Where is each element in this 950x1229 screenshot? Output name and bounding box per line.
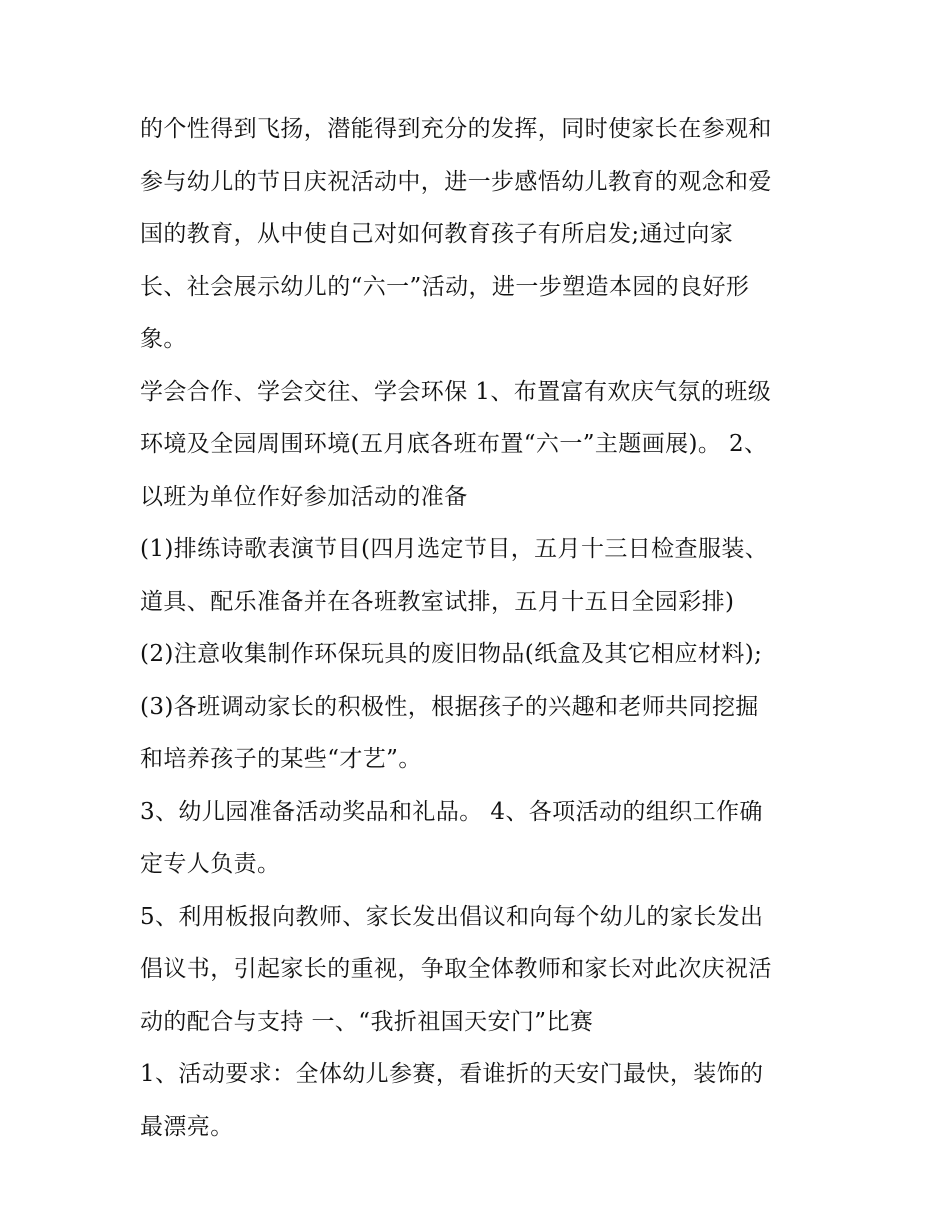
text-line: 国的教育，从中使自己对如何教育孩子有所启发;通过向家 — [140, 221, 734, 247]
text-line: 5、利用板报向教师、家长发出倡议和向每个幼儿的家长发出 — [140, 903, 764, 930]
text-line: (1)排练诗歌表演节目(四月选定节目，五月十三日检查服装、 — [140, 536, 769, 562]
document-body — [140, 103, 820, 1153]
text-line: 3、幼儿园准备活动奖品和礼品。 4、各项活动的组织工作确 — [140, 798, 763, 825]
text-line: 的个性得到飞扬，潜能得到充分的发挥，同时使家长在参观和 — [140, 116, 772, 142]
text-line: 1、活动要求：全体幼儿参赛，看谁折的天安门最快，装饰的 — [140, 1061, 764, 1087]
text-line: 长、社会展示幼儿的“六一”活动，进一步塑造本园的良好形 — [140, 273, 750, 300]
text-line: 参与幼儿的节日庆祝活动中，进一步感悟幼儿教育的观念和爱 — [140, 168, 772, 195]
text-line: 最漂亮。 — [140, 1113, 234, 1140]
text-line: 象。 — [140, 326, 187, 352]
text-line: 倡议书，引起家长的重视，争取全体教师和家长对此次庆祝活 — [140, 956, 772, 982]
text-line: 学会合作、学会交往、学会环保 1、布置富有欢庆气氛的班级 — [140, 378, 772, 405]
text-line: 以班为单位作好参加活动的准备 — [140, 483, 468, 510]
text-line: (2)注意收集制作环保玩具的废旧物品(纸盒及其它相应材料); — [140, 641, 763, 667]
text-line: 定专人负责。 — [140, 851, 281, 877]
text-line: 和培养孩子的某些“才艺”。 — [140, 746, 422, 772]
text-line: 环境及全园周围环境(五月底各班布置“六一”主题画展)。 2、 — [140, 431, 768, 457]
text-line: 动的配合与支持 一、“我折祖国天安门”比赛 — [140, 1008, 594, 1035]
text-line: 道具、配乐准备并在各班教室试排，五月十五日全园彩排) — [140, 588, 735, 615]
text-line: (3)各班调动家长的积极性，根据孩子的兴趣和老师共同挖掘 — [140, 693, 759, 720]
